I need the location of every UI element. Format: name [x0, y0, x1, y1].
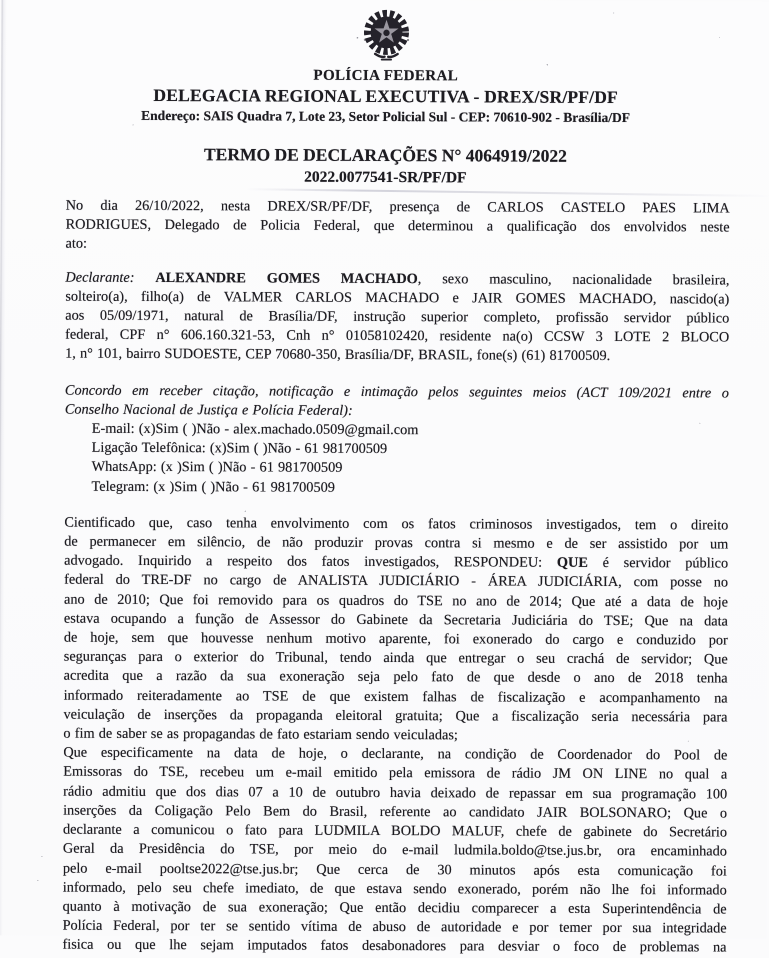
text-line: declarante a comunicou o fato para LUDMILA BOLDO MALUF, chefe de gabinete do Secretário	[62, 821, 728, 841]
text-line: veiculação de inserções da propaganda eleitoral gratuita; Que a fiscalização seria necessária para	[63, 706, 728, 726]
intro-paragraph	[66, 197, 730, 258]
text-line: pelo e-mail pooltse2022@tse.jus.br; Que cerca de 30 minutos após esta comunicação foi	[62, 860, 727, 879]
document-title: TERMO DE DECLARAÇÕES N° 4064919/2022	[203, 144, 567, 166]
text-line: No dia 26/10/2022, nesta DREX/SR/PF/DF, presença de CARLOS CASTELO PAES LIMA	[65, 197, 730, 217]
contact-channels-list	[64, 420, 728, 500]
text-segment: , sexo masculino, nacionalidade brasileira,	[417, 270, 730, 289]
agency-name: POLÍCIA FEDERAL	[313, 67, 459, 85]
text-line: federal do TRE-DF no cargo de ANALISTA JUDICIÁRIO - ÁREA JUDICIÁRIA, com posse no	[64, 572, 729, 591]
statement-paragraph-2	[62, 744, 727, 958]
text-line: Polícia Federal, por ter se sentido vítima de abuso de autoridade e por temer por sua integridade	[62, 917, 727, 937]
text-line: WhatsApp: (x )Sim ( )Não - 61 981700509	[91, 459, 343, 477]
text-line: informado, pelo seu chefe imediato, de que estava sendo exonerado, porém não lhe foi informado	[62, 879, 727, 899]
text-line: de permanecer em silêncio, de não produzir provas contra si mesmo e de ser assistido por um	[64, 533, 729, 553]
document-body	[62, 197, 729, 958]
text-line: inserções da Coligação Pelo Bem do Brasil, referente ao candidato JAIR BOLSONARO; Que o	[63, 802, 728, 822]
text-line: ato:	[65, 236, 88, 253]
text-line: Telegram: (x )Sim ( )Não - 61 981700509	[91, 478, 335, 496]
text-line: o fim de saber se as propagandas de fato estariam sendo veiculadas;	[63, 725, 458, 744]
text-line: de hoje, sem que houvesse nenhum motivo aparente, foi exonerado do cargo e conduzido por	[63, 629, 728, 649]
text-segment: Declarante:	[65, 269, 156, 286]
text-segment: advogado. Inquirido a respeito dos fatos investigados, RESPONDEU:	[64, 552, 557, 572]
text-line: Conselho Nacional de Justiça e Polícia Federal):	[64, 401, 353, 419]
letterhead	[1, 0, 769, 127]
text-line: seguranças para o exterior do Tribunal, tendo ainda que entregar o seu crachá de servidor; Que	[63, 648, 728, 668]
text-line: E-mail: (x)Sim ( )Não - alex.machado.0509@gmail.com	[91, 420, 419, 439]
text-line: quanto à motivação de sua exoneração; Que então decidiu comparecer a esta Superintendência de	[62, 898, 727, 918]
text-line: informado reiteradamente ao TSE de que existem falhas de fiscalização e acompanhamento na	[63, 687, 728, 707]
text-line	[65, 268, 729, 290]
text-line: Ligação Telefônica: (x)Sim ( )Não - 61 981700509	[91, 439, 388, 458]
text-line: Geral da Presidência do TSE, por meio do e-mail ludmila.boldo@tse.jus.br, ora encaminhado	[62, 840, 727, 860]
statement-paragraph-1	[63, 513, 728, 746]
text-line: federal, CPF n° 606.160.321-53, Cnh n° 01058102420, residente na(o) CCSW 3 LOTE 2 BLOCO	[65, 326, 730, 346]
text-line: estava ocupando a função de Assessor do Gabinete da Secretaria Judiciária do TSE; Que na data	[63, 610, 728, 630]
text-line: Emissoras do TSE, recebeu um e-mail emitido pela emissora de rádio JM ON LINE no qual a	[63, 764, 728, 783]
text-line: 1, n° 101, bairro SUDOESTE, CEP 70680-350, Brasília/DF, BRASIL, fone(s) (61) 81700509.	[65, 346, 611, 365]
text-segment: QUE	[556, 555, 588, 572]
text-line: Que especificamente na data de hoje, o declarante, na condição de Coordenador do Pool de	[63, 744, 728, 764]
text-segment: é servidor público	[587, 555, 729, 572]
text-segment: ALEXANDRE GOMES MACHADO	[155, 269, 418, 287]
agency-division: DELEGACIA REGIONAL EXECUTIVA - DREX/SR/PF/DF	[153, 84, 619, 108]
text-line: acredita que a razão da sua exoneração seja pelo fato de que desde o ano de 2018 tenha	[63, 668, 728, 687]
text-line: fisica ou que lhe sejam imputados fatos desabonadores para desviar o foco de problemas na	[62, 936, 727, 956]
text-line: rádio admitiu que dos dias 07 a 10 de outubro havia deixado de repassar em sua programação 100	[63, 783, 728, 803]
text-line: aos 05/09/1971, natural de Brasília/DF, instrução superior completo, profissão servidor público	[65, 307, 730, 327]
text-line: Concordo em receber citação, notificação e intimação pelos seguintes meios (ACT 109/2021 entre o	[64, 382, 729, 402]
text-line: solteiro(a), filho(a) de VALMER CARLOS MACHADO e JAIR GOMES MACHADO, nascido(a)	[65, 288, 730, 308]
scan-crease-line	[247, 188, 769, 197]
policia-federal-seal-icon	[355, 8, 417, 68]
case-number: 2022.0077541-SR/PF/DF	[304, 168, 467, 187]
text-line: Cientificado que, caso tenha envolvimento com os fatos criminosos investigados, tem o direito	[64, 514, 729, 534]
text-line: RODRIGUES, Delegado de Policia Federal, que determinou a qualificação dos envolvidos neste	[65, 216, 730, 236]
text-line: ano de 2010; Que foi removido para os quadros do TSE no ano de 2014; Que até a data de hoje	[63, 591, 729, 611]
agency-address: Endereço: SAIS Quadra 7, Lote 23, Setor Policial Sul - CEP: 70610-902 - Brasília/DF	[141, 107, 631, 126]
declarant-paragraph	[65, 268, 729, 367]
consent-paragraph	[65, 381, 729, 422]
